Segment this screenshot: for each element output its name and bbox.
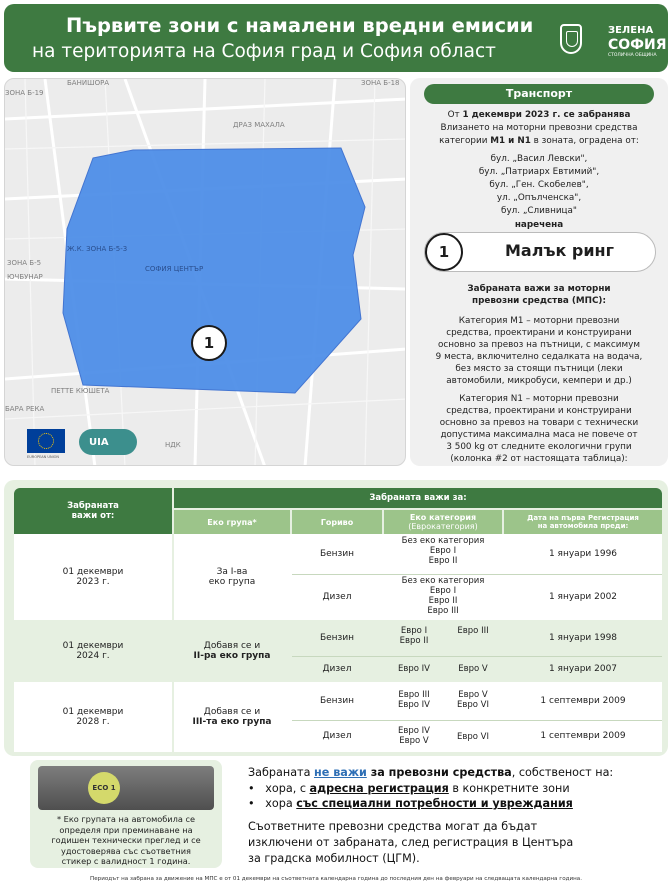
n1-line: (колонка #2 от настоящата таблица): <box>450 454 628 464</box>
map-label: СОФИЯ ЦЕНТЪР <box>145 265 204 273</box>
ban-schedule-table <box>4 480 668 756</box>
m1-line: средства, проектирани и конструирани <box>446 328 632 338</box>
exemption-bullet: • хора със специални потребности и увреждания <box>248 797 573 810</box>
n1-line: допустима максимална маса не повече от <box>440 430 638 440</box>
registration-date: 1 януари 1996 <box>548 549 618 559</box>
footer-note: Периодът на забрана за движение на МПС е от 01 декември на съответната календарна година до последния ден на февруари на следващата календарна година. <box>90 876 582 882</box>
ban-title: превозни средства (МПС): <box>472 296 606 306</box>
table-row-date: 01 декември 2028 г. <box>14 682 172 752</box>
m1-line: без място за стоящи пътници (леки <box>455 364 623 374</box>
table-header-from: Забраната важи от: <box>14 488 172 534</box>
exemption-para: за градска мобилност (ЦГМ). <box>248 852 420 865</box>
map-label: БАНИШОРА <box>67 79 110 87</box>
col-registration-date: Дата на първа Регистрация на автомобила преди: <box>504 510 662 534</box>
table-row-eco: За I-ва еко група <box>208 567 256 587</box>
uia-logo: UIA <box>79 429 137 455</box>
street-item: бул. „Сливница" <box>501 206 577 216</box>
info-line: категории М1 и N1 в зоната, оградена от: <box>439 136 639 146</box>
header-banner <box>4 4 668 72</box>
eco-categories: Евро I Евро II <box>399 626 429 646</box>
exemption-heading: Забраната не важи за превозни средства, собственост на: <box>248 766 614 779</box>
map-label: ЮЧБУНАР <box>7 273 43 281</box>
transport-title: Транспорт <box>424 84 654 104</box>
street-item: бул. „Васил Левски", <box>490 154 588 164</box>
map-label: ДРАЗ МАХАЛА <box>233 121 285 129</box>
table-row-date: 01 декември 2023 г. <box>14 534 172 620</box>
eco-sticker-note: * Еко групата на автомобила се определя при преминаване на годишен технически преглед и се удостоверява със съответния стикер с валидност 1 година. <box>51 814 201 866</box>
eco-categories: Евро III Евро IV <box>398 690 430 710</box>
street-item: бул. „Ген. Скобелев", <box>489 180 589 190</box>
m1-line: основно за превоз на пътници, с максимум <box>438 340 640 350</box>
eco-categories: Евро IV Евро V <box>398 726 430 746</box>
eco-categories: Евро III <box>457 626 489 636</box>
exemption-para: Съответните превозни средства могат да бъдат <box>248 820 538 833</box>
page-title: Първите зони с намалени вредни емисии <box>66 14 534 37</box>
exemption-bullet: • хора, с адресна регистрация в конкретните зони <box>248 782 570 795</box>
map-label: ЗОНА Б-19 <box>5 89 44 97</box>
eco-categories: Евро IV <box>398 664 430 674</box>
sofia-crest-icon <box>560 24 582 54</box>
fuel-diesel: Дизел <box>322 731 352 741</box>
registration-date: 1 септември 2009 <box>540 731 626 741</box>
map-label: Ж.К. ЗОНА Б-5-3 <box>67 245 128 253</box>
col-eco-category: Еко категория (Еврокатегория) <box>384 510 502 534</box>
registration-date: 1 януари 1998 <box>548 633 618 643</box>
table-row-eco: Добавя се и II-ра еко група <box>193 641 271 661</box>
registration-date: 1 януари 2002 <box>548 592 618 602</box>
map-label: БАРА РЕКА <box>5 405 45 413</box>
eco-categories: Без еко категория Евро I Евро II Евро III <box>401 576 485 616</box>
named-label: наречена <box>514 220 564 230</box>
table-header-applies: Забраната важи за: <box>174 488 662 508</box>
street-item: бул. „Патриарх Евтимий", <box>478 167 600 177</box>
info-line: От 1 декември 2023 г. се забранява <box>447 110 631 120</box>
logo-text-sofia: СОФИЯ <box>608 37 667 53</box>
fuel-petrol: Бензин <box>319 633 355 643</box>
zone-number-marker: 1 <box>191 325 227 361</box>
ring-badge <box>424 232 656 272</box>
eco-sticker-panel <box>30 760 222 868</box>
eco-sticker-label: ECO 1 <box>92 784 116 792</box>
info-line: Влизането на моторни превозни средства <box>440 123 638 133</box>
street-item: ул. „Опълченска", <box>496 193 582 203</box>
eu-caption: EUROPEAN UNION <box>27 455 59 459</box>
page-subtitle: на територията на София град и София област <box>32 41 496 62</box>
registration-date: 1 януари 2007 <box>548 664 618 674</box>
transport-info-panel <box>410 78 668 466</box>
ring-name: Малък ринг <box>505 241 614 260</box>
logo-text-municipality: СТОЛИЧНА ОБЩИНА <box>608 53 657 58</box>
m1-line: автомобили, микробуси, кемпери и др.) <box>446 376 632 386</box>
map-label: НДК <box>165 441 181 449</box>
n1-line: средства, проектирани и конструирани <box>446 406 632 416</box>
col-fuel: Гориво <box>292 510 382 534</box>
map-label: ПЕТТЕ КЮШЕТА <box>51 387 110 395</box>
eco-categories: Без еко категория Евро I Евро II <box>401 536 485 566</box>
col-eco-group: Еко група* <box>174 510 290 534</box>
table-row-date: 01 декември 2024 г. <box>62 641 124 661</box>
fuel-diesel: Дизел <box>322 592 352 602</box>
eco-categories: Евро VI <box>457 732 489 742</box>
map-streets <box>5 79 406 466</box>
eco-categories: Евро V Евро VI <box>457 690 489 710</box>
m1-line: 9 места, включително седалката на водача, <box>435 352 643 362</box>
map-label: ЗОНА Б-5 <box>7 259 42 267</box>
table-row-eco: Добавя се и III-та еко група <box>192 707 272 727</box>
n1-line: 3 500 kg от следните екологични групи <box>446 442 632 452</box>
eu-flag-icon <box>27 429 65 453</box>
logo-text-zelena: ЗЕЛЕНА <box>608 25 654 36</box>
eco-sticker-image <box>38 766 214 810</box>
ring-number: 1 <box>425 233 463 271</box>
fuel-petrol: Бензин <box>319 696 355 706</box>
map-label: ЗОНА Б-18 <box>361 79 400 87</box>
registration-date: 1 септември 2009 <box>540 696 626 706</box>
fuel-diesel: Дизел <box>322 664 352 674</box>
ban-title: Забраната важи за моторни <box>467 284 611 294</box>
n1-line: Категория N1 – моторни превозни <box>459 394 619 404</box>
fuel-petrol: Бензин <box>319 549 355 559</box>
eco-categories: Евро V <box>458 664 488 674</box>
n1-line: основно за превоз на товари с технически <box>439 418 639 428</box>
zone-map <box>4 78 406 466</box>
m1-line: Категория М1 – моторни превозни <box>458 316 620 326</box>
exemption-para: изключени от забраната, след регистрация в Центъра <box>248 836 574 849</box>
